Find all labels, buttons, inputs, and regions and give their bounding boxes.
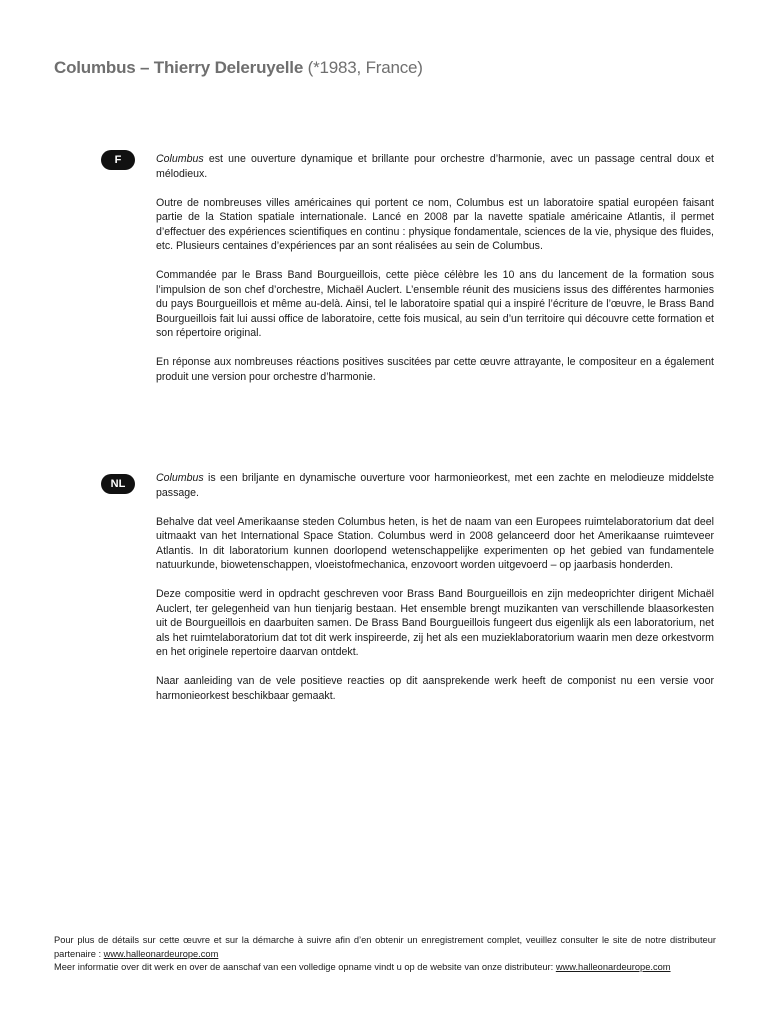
section-dutch — [156, 471, 714, 718]
footer-fr-text: Pour plus de détails sur cette œuvre et sur la démarche à suivre afin d’en obtenir un enregistrement complet, veuillez consulter le site de notre distributeur partenaire : — [54, 935, 716, 959]
nl-paragraph-2: Behalve dat veel Amerikaanse steden Columbus heten, is het de naam van een Europees ruimtelaboratorium dat deel uitmaakt van het International Space Station. Columbus werd in 2008 gelanceerd door het Amerikaanse ruimteveer Atlantis. In dit laboratorium kunnen doorlopend wetenschappelijke experimenten op het gebied van fundamentele natuurkunde, biowetenschappen, vloeistofmechanica, enzovoort worden uitgevoerd – op jaarbasis honderden. — [156, 515, 714, 571]
fr-paragraph-1 — [156, 152, 714, 181]
footer-nl-link[interactable]: www.halleonardeurope.com — [555, 962, 671, 972]
footer-nl — [54, 961, 716, 975]
title-sub: (*1983, France) — [307, 58, 423, 77]
nl-paragraph-4: Naar aanleiding van de vele positieve reacties op dit aansprekende werk heeft de componist nu een versie voor harmonieorkest beschikbaar gemaakt. — [156, 675, 714, 702]
footer-fr — [54, 934, 716, 961]
page-title — [54, 58, 423, 78]
language-badge-fr: F — [101, 150, 135, 170]
fr-title-italic: Columbus — [156, 153, 204, 165]
nl-paragraph-1 — [156, 471, 714, 500]
title-main: Columbus – Thierry Deleruyelle — [54, 58, 304, 77]
footer — [54, 934, 716, 975]
nl-title-italic: Columbus — [156, 472, 204, 484]
section-french — [156, 152, 714, 399]
fr-paragraph-4: En réponse aux nombreuses réactions positives suscitées par cette œuvre attrayante, le compositeur en a également produit une version pour orchestre d’harmonie. — [156, 356, 714, 383]
fr-paragraph-3: Commandée par le Brass Band Bourgueillois, cette pièce célèbre les 10 ans du lancement de la formation sous l’impulsion de son chef d’orchestre, Michaël Auclert. L’ensemble réunit des musiciens issus des différentes harmonies du pays Bourgueillois et même au-delà. Ainsi, tel le laboratoire spatial qui a inspiré l’écriture de l’œuvre, le Brass Band Bourgueillois fait lui aussi office de laboratoire, cette fois musical, au sein d’un territoire qui découvre cette formation et son répertoire original. — [156, 269, 714, 339]
nl-paragraph-3: Deze compositie werd in opdracht geschreven voor Brass Band Bourgueillois en zijn medeoprichter dirigent Michaël Auclert, ter gelegenheid van hun tienjarig bestaan. Het ensemble brengt muzikanten van verschillende blaasorkesten uit de Bourgueillois en daarbuiten samen. De Brass Band Bourgueillois fungeert dus eigenlijk als een laboratorium, net als het ruimtelaboratorium dat tot dit werk inspireerde, zij het als een muzieklaboratorium waarin men deze orkestvorm en het originele repertoire daarvan ontdekt. — [156, 588, 714, 658]
footer-fr-link[interactable]: www.halleonardeurope.com — [103, 948, 219, 959]
fr-paragraph-2: Outre de nombreuses villes américaines qui portent ce nom, Columbus est un laboratoire spatial européen faisant partie de la Station spatiale internationale. Lancé en 2008 par la navette spatiale américaine Atlantis, il permet d’effectuer des expériences scientifiques en continu : physique fondamentale, sciences de la vie, physique des fluides, etc. Plusieurs centaines d’expériences par an sont réalisées au sein de Columbus. — [156, 196, 714, 252]
fr-paragraph-1-text: est une ouverture dynamique et brillante pour orchestre d’harmonie, avec un passage central doux et mélodieux. — [156, 153, 714, 180]
nl-paragraph-1-text: is een briljante en dynamische ouverture voor harmonieorkest, met een zachte en melodieuze middelste passage. — [156, 472, 714, 499]
language-badge-nl: NL — [101, 474, 135, 494]
footer-nl-text: Meer informatie over dit werk en over de aanschaf van een volledige opname vindt u op de website van onze distributeur: — [54, 962, 556, 972]
